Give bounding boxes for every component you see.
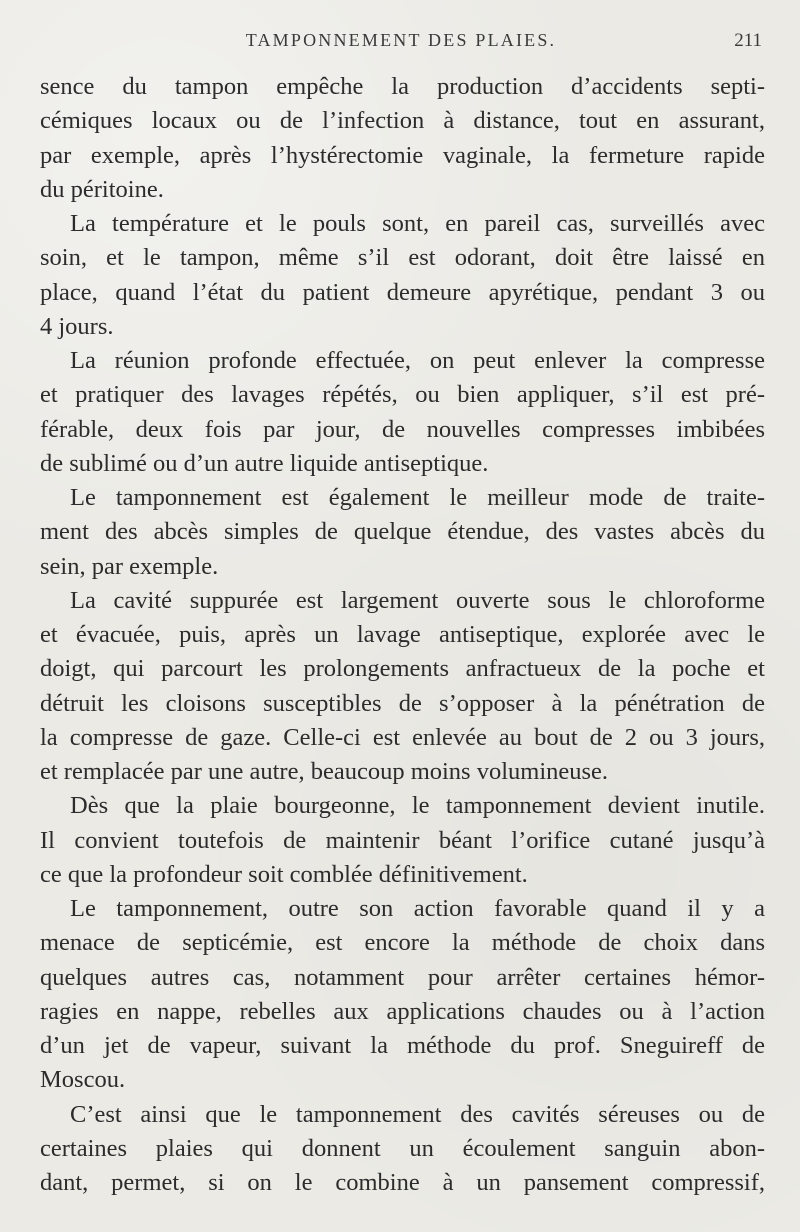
text-line: et pratiquer des lavages répétés, ou bien appliquer, s’il est pré- bbox=[40, 381, 765, 409]
text-line: Le tamponnement, outre son action favorable quand il y a bbox=[70, 895, 765, 922]
text-line: Le tamponnement est également le meilleur mode de traite- bbox=[70, 484, 765, 511]
text-line: la compresse de gaze. Celle-ci est enlevée au bout de 2 ou 3 jours, bbox=[40, 723, 765, 751]
text-line: par exemple, après l’hystérectomie vaginale, la fermeture rapide bbox=[40, 141, 765, 169]
text-line: ment des abcès simples de quelque étendue, des vastes abcès du bbox=[40, 518, 765, 546]
text-line: Il convient toutefois de maintenir béant l’orifice cutané jusqu’à bbox=[40, 826, 765, 854]
paragraph bbox=[40, 344, 765, 481]
paragraph bbox=[40, 892, 765, 1098]
text-line: 4 jours. bbox=[40, 312, 114, 340]
text-line: d’un jet de vapeur, suivant la méthode du prof. Sneguireff de bbox=[40, 1032, 765, 1059]
text-line: La cavité suppurée est largement ouverte sous le chloroforme bbox=[70, 586, 765, 614]
text-line: soin, et le tampon, même s’il est odorant, doit être laissé en bbox=[40, 244, 765, 272]
running-head: TAMPONNEMENT DES PLAIES. bbox=[245, 30, 557, 50]
paragraph bbox=[40, 70, 765, 207]
text-line: Dès que la plaie bourgeonne, le tamponnement devient inutile. bbox=[70, 792, 765, 820]
text-line: ce que la profondeur soit comblée définitivement. bbox=[40, 860, 528, 888]
paragraph bbox=[40, 789, 765, 892]
text-line: détruit les cloisons susceptibles de s’opposer à la pénétration de bbox=[40, 689, 765, 717]
paragraph bbox=[40, 481, 765, 584]
text-line: et évacuée, puis, après un lavage antiseptique, explorée avec le bbox=[40, 621, 765, 648]
paragraph bbox=[40, 584, 765, 790]
text-line: place, quand l’état du patient demeure apyrétique, pendant 3 ou bbox=[40, 278, 765, 306]
text-line: et remplacée par une autre, beaucoup moins volumineuse. bbox=[40, 758, 609, 785]
text-line: Moscou. bbox=[40, 1066, 126, 1094]
text-line: dant, permet, si on le combine à un pansement compressif, bbox=[40, 1169, 765, 1196]
page-number: 211 bbox=[734, 30, 762, 51]
paragraph bbox=[40, 207, 765, 344]
text-line: La température et le pouls sont, en pareil cas, surveillés avec bbox=[70, 210, 765, 237]
text-line: quelques autres cas, notamment pour arrêter certaines hémor- bbox=[40, 963, 765, 991]
text-line: C’est ainsi que le tamponnement des cavités séreuses ou de bbox=[70, 1100, 765, 1128]
text-line: menace de septicémie, est encore la méthode de choix dans bbox=[40, 929, 765, 957]
text-line: du péritoine. bbox=[40, 175, 164, 203]
text-line: de sublimé ou d’un autre liquide antiseptique. bbox=[40, 449, 489, 477]
page-header bbox=[40, 30, 762, 58]
text-line: cémiques locaux ou de l’infection à distance, tout en assurant, bbox=[40, 107, 765, 135]
text-line: ragies en nappe, rebelles aux applications chaudes ou à l’action bbox=[40, 997, 765, 1025]
text-line: férable, deux fois par jour, de nouvelles compresses imbibées bbox=[40, 415, 765, 443]
paragraph bbox=[40, 1098, 765, 1201]
text-line: doigt, qui parcourt les prolongements anfractueux de la poche et bbox=[40, 655, 765, 683]
body-text bbox=[40, 70, 765, 1200]
text-line: La réunion profonde effectuée, on peut enlever la compresse bbox=[70, 347, 765, 374]
text-line: sence du tampon empêche la production d’accidents septi- bbox=[40, 73, 765, 100]
text-line: sein, par exemple. bbox=[40, 552, 219, 580]
text-line: certaines plaies qui donnent un écoulement sanguin abon- bbox=[40, 1134, 765, 1162]
